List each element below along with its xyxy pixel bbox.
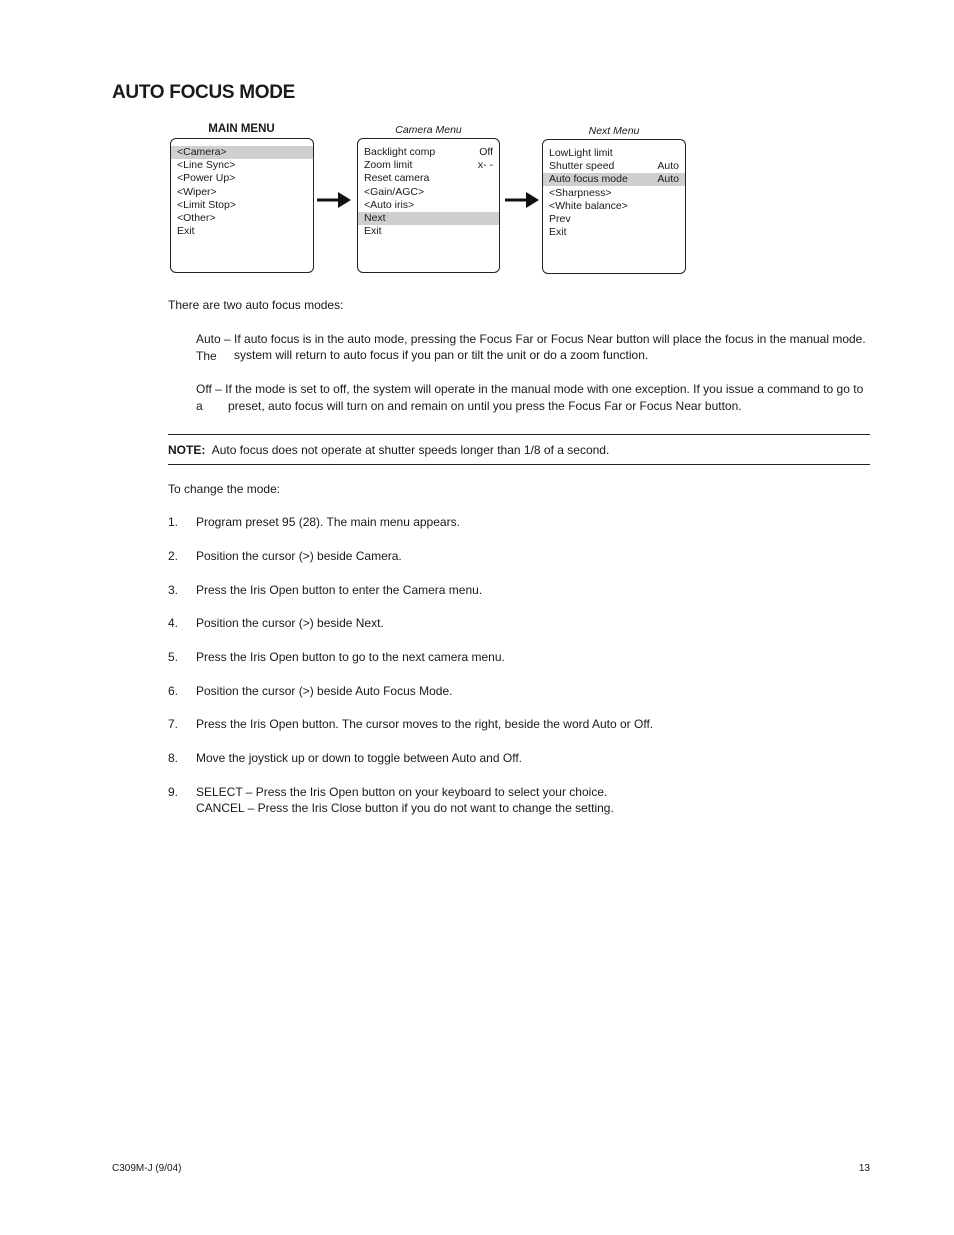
menu-item-label: Exit	[549, 226, 567, 239]
menu-item-label: <Wiper>	[177, 185, 217, 198]
menu-item-value: x- -	[477, 159, 493, 172]
right-arrow-icon	[504, 191, 540, 209]
step-number: 9.	[168, 785, 179, 799]
footer-page-number: 13	[858, 1163, 870, 1174]
menu-item	[171, 172, 313, 185]
main-menu-box	[170, 138, 314, 273]
menu-item-label: Exit	[177, 225, 195, 238]
menu-item	[543, 147, 685, 160]
menu-item-label: Shutter speed	[549, 160, 615, 173]
menu-item	[171, 186, 313, 199]
menu-item	[543, 160, 685, 173]
step-text: Position the cursor (>) beside Camera.	[196, 549, 402, 563]
menu-item	[358, 212, 499, 225]
step-number: 5.	[168, 650, 179, 664]
menu-item-value: Auto	[657, 160, 679, 173]
menu-item	[358, 146, 499, 159]
step-number: 8.	[168, 751, 179, 765]
camera-menu-box	[357, 138, 500, 273]
menu-item	[171, 159, 313, 172]
page-title: AUTO FOCUS MODE	[112, 82, 296, 103]
camera-menu-title: Camera Menu	[395, 124, 462, 136]
step-text: Position the cursor (>) beside Auto Focus Mode.	[196, 684, 453, 698]
menu-item-value: Off	[479, 146, 493, 158]
menu-item	[543, 213, 685, 226]
step-text: SELECT – Press the Iris Open button on your keyboard to select your choice.	[196, 785, 608, 799]
note-text: Auto focus does not operate at shutter speeds longer than 1/8 of a second.	[211, 443, 610, 457]
menu-item-label: Next	[364, 212, 386, 224]
menu-item-label: Backlight comp	[364, 146, 436, 158]
next-menu-title: Next Menu	[588, 125, 640, 137]
main-menu-title: MAIN MENU	[208, 123, 275, 135]
mode-off-line2: preset, auto focus will turn on and remain on until you press the Focus Far or Focus Near button.	[228, 399, 742, 413]
note-bottom-rule	[168, 464, 870, 465]
menu-item	[171, 225, 313, 238]
menu-item	[171, 212, 313, 225]
step-text: Press the Iris Open button to enter the Camera menu.	[196, 583, 483, 597]
menu-item-label: <Line Sync>	[177, 159, 236, 172]
menu-item-label: <Limit Stop>	[177, 198, 236, 211]
menu-item	[358, 199, 499, 212]
menu-item	[171, 146, 313, 159]
menu-item-label: Auto focus mode	[549, 173, 628, 186]
step-number: 1.	[168, 515, 179, 529]
menu-item	[358, 159, 499, 172]
step-text: Press the Iris Open button. The cursor moves to the right, beside the word Auto or Off.	[196, 717, 654, 731]
step-text: Position the cursor (>) beside Next.	[196, 616, 384, 630]
menu-item-label: <White balance>	[549, 199, 628, 212]
menu-item	[543, 226, 685, 239]
note-label: NOTE:	[168, 443, 206, 457]
menu-item	[358, 186, 499, 199]
change-intro: To change the mode:	[168, 482, 281, 496]
menu-item	[543, 187, 685, 200]
step-number: 4.	[168, 616, 179, 630]
step-number: 7.	[168, 717, 179, 731]
note-top-rule	[168, 434, 870, 435]
step-number: 6.	[168, 684, 179, 698]
mode-off-line1: Off – If the mode is set to off, the system will operate in the manual mode with one exception. If you issue a command to go to a	[196, 382, 864, 413]
mode-auto-line1: Auto – If auto focus is in the auto mode, pressing the Focus Far or Focus Near button will place the focus in the manual mode. The	[196, 332, 866, 363]
menu-item-label: Prev	[549, 213, 571, 225]
note	[168, 442, 609, 459]
menu-item-label: <Other>	[177, 212, 216, 224]
step-text: Press the Iris Open button to go to the next camera menu.	[196, 650, 505, 664]
menu-item-label: <Power Up>	[177, 172, 236, 185]
step-text: CANCEL – Press the Iris Close button if you do not want to change the setting.	[196, 801, 614, 815]
footer-doc-id: C309M-J (9/04)	[112, 1163, 182, 1174]
step-text: Move the joystick up or down to toggle between Auto and Off.	[196, 751, 522, 765]
menu-item	[543, 173, 685, 186]
menu-item-label: Zoom limit	[364, 159, 413, 172]
menu-item-label: LowLight limit	[549, 147, 613, 159]
menu-item-label: <Gain/AGC>	[364, 185, 425, 198]
intro-text: There are two auto focus modes:	[168, 298, 344, 312]
next-menu-box	[542, 139, 686, 274]
menu-item	[543, 200, 685, 213]
menu-item-label: Exit	[364, 225, 382, 238]
mode-auto-line2: system will return to auto focus if you pan or tilt the unit or do a zoom function.	[234, 348, 649, 362]
step-text: Program preset 95 (28). The main menu appears.	[196, 515, 460, 529]
menu-item-label: <Auto iris>	[364, 198, 415, 211]
menu-item	[358, 225, 499, 238]
menu-item-label: <Camera>	[177, 146, 227, 158]
menu-item	[358, 172, 499, 185]
step-number: 2.	[168, 549, 179, 563]
menu-item-value: Auto	[657, 173, 679, 186]
menu-item-label: <Sharpness>	[549, 186, 612, 199]
step-number: 3.	[168, 583, 179, 597]
menu-item	[171, 199, 313, 212]
right-arrow-icon	[316, 191, 352, 209]
menu-item-label: Reset camera	[364, 172, 430, 185]
